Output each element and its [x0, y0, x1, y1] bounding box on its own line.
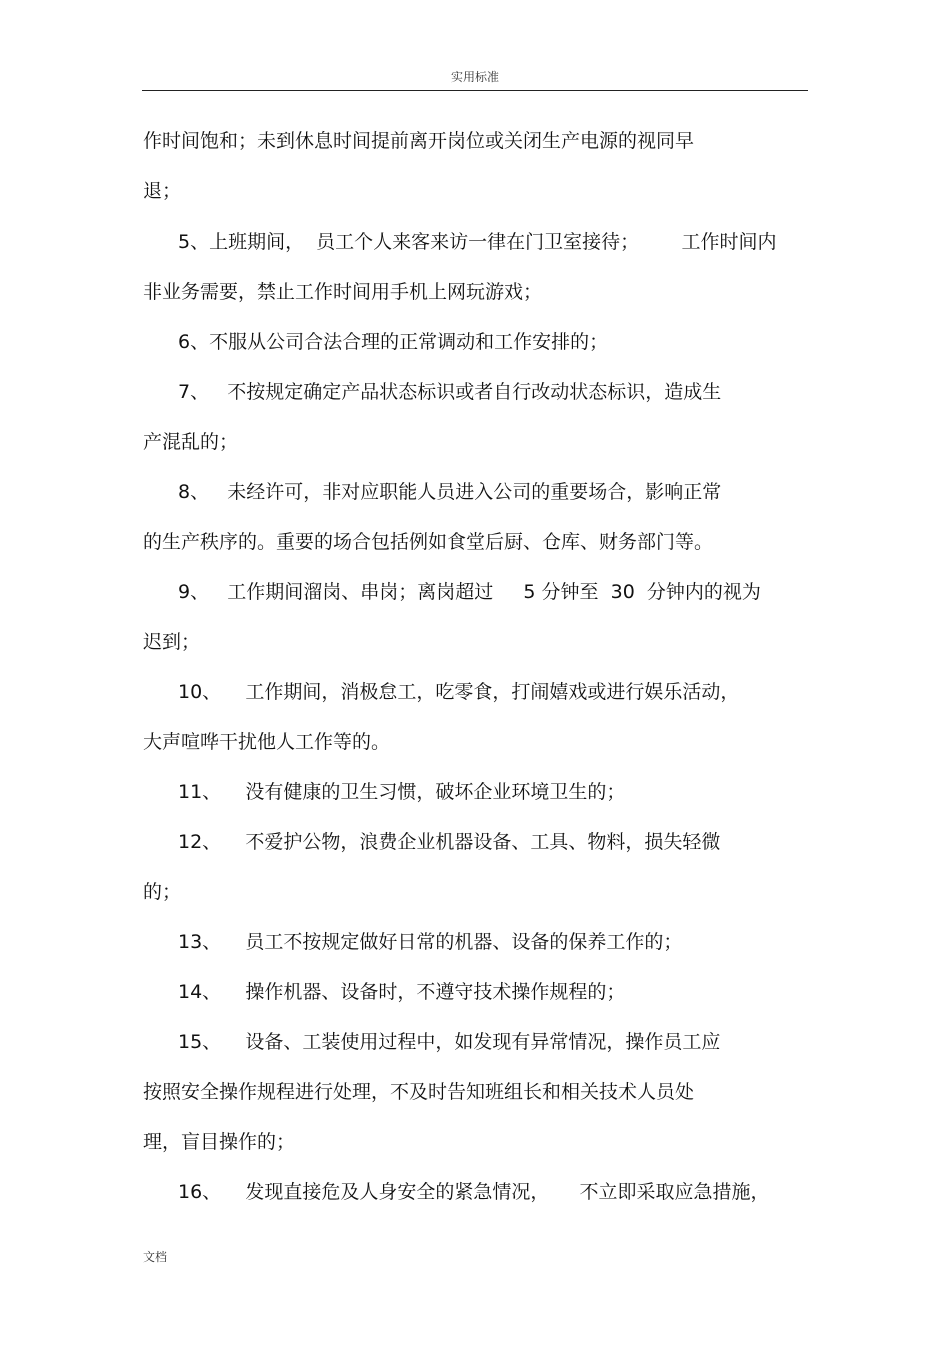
text-line-1: 作时间饱和；未到休息时间提前离开岗位或关闭生产电源的视同早 — [143, 130, 695, 152]
text-line-6: 7、 不按规定确定产品状态标识或者自行改动状态标识，造成生 — [178, 381, 722, 403]
text-line-10: 9、 工作期间溜岗、串岗；离岗超过 5 分钟至 30 分钟内的视为 — [178, 581, 761, 603]
text-line-13: 大声喧哗干扰他人工作等的。 — [143, 731, 391, 753]
text-line-16: 的； — [143, 881, 182, 903]
page-header-title: 实用标准 — [450, 70, 499, 84]
text-line-19: 15、 设备、工装使用过程中，如发现有异常情况，操作员工应 — [178, 1031, 721, 1053]
text-line-11: 迟到； — [143, 631, 201, 653]
text-line-22: 16、 发现直接危及人身安全的紧急情况， 不立即采取应急措施， — [178, 1181, 770, 1203]
text-line-15: 12、 不爱护公物，浪费企业机器设备、工具、物料，损失轻微 — [178, 831, 721, 853]
text-line-4: 非业务需要，禁止工作时间用手机上网玩游戏； — [143, 281, 543, 303]
text-line-2: 退； — [143, 180, 182, 202]
text-line-18: 14、 操作机器、设备时，不遵守技术操作规程的； — [178, 981, 626, 1003]
page-footer-label: 文档 — [143, 1250, 168, 1264]
text-line-17: 13、 员工不按规定做好日常的机器、设备的保养工作的； — [178, 931, 683, 953]
header-divider — [142, 90, 808, 91]
text-line-14: 11、 没有健康的卫生习惯，破坏企业环境卫生的； — [178, 781, 626, 803]
text-line-20: 按照安全操作规程进行处理，不及时告知班组长和相关技术人员处 — [143, 1081, 695, 1103]
text-line-21: 理，盲目操作的； — [143, 1131, 296, 1153]
text-line-3: 5、上班期间， 员工个人来客来访一律在门卫室接待； 工作时间内 — [178, 231, 777, 253]
text-line-9: 的生产秩序的。重要的场合包括例如食堂后厨、仓库、财务部门等。 — [143, 531, 714, 553]
text-line-5: 6、不服从公司合法合理的正常调动和工作安排的； — [178, 331, 609, 353]
text-line-8: 8、 未经许可，非对应职能人员进入公司的重要场合，影响正常 — [178, 481, 722, 503]
text-line-12: 10、 工作期间，消极怠工，吃零食，打闹嬉戏或进行娱乐活动， — [178, 681, 740, 703]
text-line-7: 产混乱的； — [143, 431, 239, 453]
